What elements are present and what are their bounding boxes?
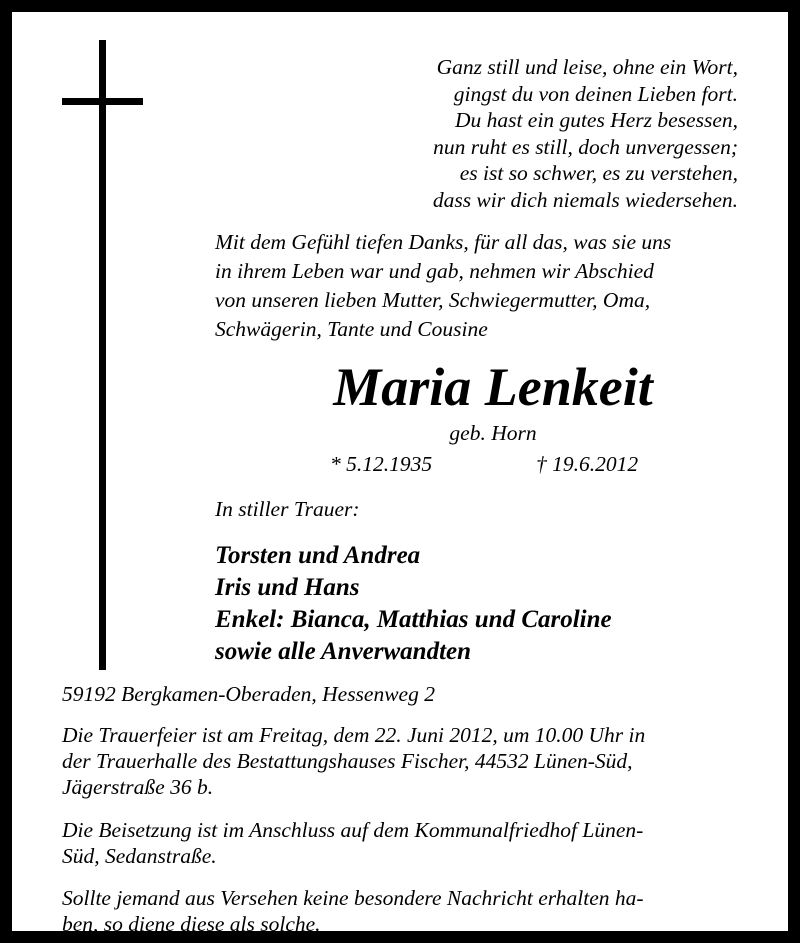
poem-line: dass wir dich niemals wiedersehen. [432,187,738,212]
poem-line: Du hast ein gutes Herz besessen, [454,108,738,132]
mourning-label: In stiller Trauer: [215,497,360,521]
intro-line: in ihrem Leben war und gab, nehmen wir Abschied [215,259,654,283]
funeral-line: Jägerstraße 36 b. [62,775,214,799]
cross-icon [99,40,106,670]
family-line: sowie alle Anverwandten [215,638,472,665]
address: 59192 Bergkamen-Oberaden, Hessenweg 2 [62,682,435,706]
family-line: Enkel: Bianca, Matthias und Caroline [215,606,612,633]
maiden-name: geb. Horn [449,421,537,445]
burial-text [62,817,759,869]
poem-line: nun ruht es still, doch unvergessen; [433,134,738,159]
family-line: Torsten und Andrea [215,542,421,569]
notice-text [62,885,759,937]
family-line: Iris und Hans [215,574,360,601]
notice-line: Sollte jemand aus Versehen keine besondere Nachricht erhalten ha- [62,886,644,910]
deceased-name: Maria Lenkeit [333,357,653,417]
family-list [215,540,612,668]
intro-line: Schwägerin, Tante und Cousine [215,317,488,341]
intro-line: Mit dem Gefühl tiefen Danks, für all das, was sie uns [215,230,672,254]
poem-line: es ist so schwer, es zu verstehen, [459,161,738,185]
funeral-line: der Trauerhalle des Bestattungshauses Fischer, 44532 Lünen-Süd, [62,749,633,773]
birth-date: * 5.12.1935 [330,452,433,476]
poem-line: Ganz still und leise, ohne ein Wort, [436,55,738,79]
burial-line: Die Beisetzung ist im Anschluss auf dem Kommunalfriedhof Lünen- [62,818,644,842]
intro-line: von unseren lieben Mutter, Schwiegermutter, Oma, [215,288,651,312]
cross-icon-bar [62,98,143,105]
notice-line: ben, so diene diese als solche. [62,912,321,936]
funeral-service-text [62,722,759,800]
death-date: † 19.6.2012 [536,452,639,476]
poem-line: gingst du von deinen Lieben fort. [453,81,738,106]
funeral-line: Die Trauerfeier ist am Freitag, dem 22. Juni 2012, um 10.00 Uhr in [62,723,646,747]
poem [433,54,738,213]
intro-text [215,228,759,344]
burial-line: Süd, Sedanstraße. [62,844,217,868]
